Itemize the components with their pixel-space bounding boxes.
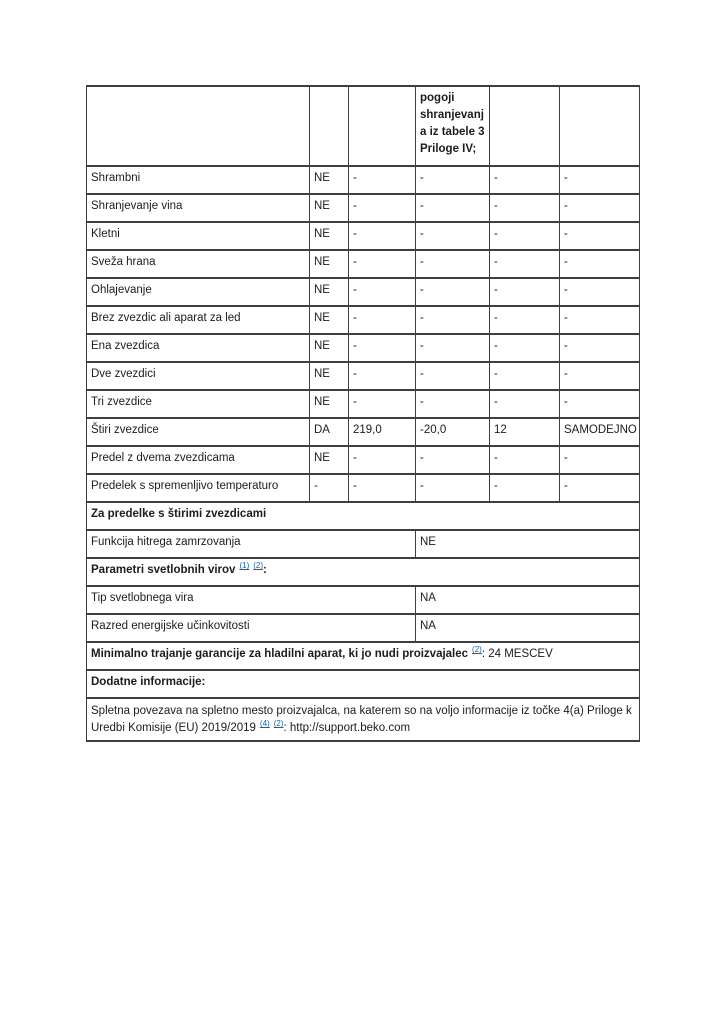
row-label: Dve zvezdici [87,362,310,390]
row-value: NE [310,278,349,306]
row-value: - [490,306,560,334]
additional-info-title: Dodatne informacije: [87,670,640,698]
row-value: - [490,334,560,362]
row-value: - [490,222,560,250]
section-row-four-star [87,502,640,530]
row-value: - [560,250,640,278]
row-label: Shrambni [87,166,310,194]
row-value: - [490,390,560,418]
warranty-cell [87,642,640,670]
row-value: - [349,222,416,250]
row-value: - [349,390,416,418]
section-title: Za predelke s štirimi zvezdicami [87,502,640,530]
row-value: NA [416,614,640,642]
header-cell-empty [310,86,349,166]
row-value: - [416,250,490,278]
row-value: NE [310,222,349,250]
section-title [87,558,640,586]
weblink-text: Spletna povezava na spletno mesto proizvajalca, na katerem so na voljo informacije iz točke 4(a) Priloge k Uredbi Komisije (EU) 2019/2019 [91,705,632,734]
row-value: - [349,166,416,194]
table-row-dve-zvezdici [87,362,640,390]
footnote-ref-4[interactable]: (4) [259,719,270,729]
row-label: Razred energijske učinkovitosti [87,614,416,642]
table-row-fast-freeze [87,530,640,558]
row-value: - [560,390,640,418]
row-value: NE [416,530,640,558]
table-row-predelek-spremenljivo [87,474,640,502]
row-label: Tip svetlobnega vira [87,586,416,614]
header-cell-empty [87,86,310,166]
row-label: Shranjevanje vina [87,194,310,222]
row-value: - [490,166,560,194]
table-row-shrambni [87,166,640,194]
table-row-ena-zvezdica [87,334,640,362]
row-value: - [416,390,490,418]
row-value: - [560,306,640,334]
weblink-url: : http://support.beko.com [283,722,411,734]
row-value: - [490,362,560,390]
table-row-ohlajevanje [87,278,640,306]
row-value: NE [310,306,349,334]
row-value: - [560,446,640,474]
row-label: Predel z dvema zvezdicama [87,446,310,474]
table-row-sveza-hrana [87,250,640,278]
row-value: - [349,306,416,334]
row-value: NE [310,390,349,418]
row-value: - [560,166,640,194]
footnote-ref-2[interactable]: (2) [472,645,482,655]
row-value: - [490,446,560,474]
row-value: 219,0 [349,418,416,446]
row-value: - [560,222,640,250]
row-value: NE [310,194,349,222]
warranty-value: : 24 MESCEV [481,648,553,660]
footnote-ref-1[interactable]: (1) [239,561,250,571]
table-row-predel-dvema-zvezdicama [87,446,640,474]
row-value: DA [310,418,349,446]
table-row-energy-class [87,614,640,642]
table-row-tri-zvezdice [87,390,640,418]
row-value: - [560,334,640,362]
row-value: -20,0 [416,418,490,446]
header-cell-empty [560,86,640,166]
row-value: NE [310,334,349,362]
row-value: - [560,474,640,502]
row-label: Predelek s spremenljivo temperaturo [87,474,310,502]
row-value: - [416,278,490,306]
row-value: - [490,194,560,222]
table-row-light-source-type [87,586,640,614]
row-value: - [349,194,416,222]
row-value: - [416,166,490,194]
row-label: Brez zvezdic ali aparat za led [87,306,310,334]
row-value: - [490,278,560,306]
footnote-ref-2[interactable]: (2) [253,561,264,571]
row-value: - [416,474,490,502]
row-value: - [416,222,490,250]
row-value: - [560,362,640,390]
product-fiche-table [86,85,640,742]
row-value: - [349,362,416,390]
row-value: NA [416,586,640,614]
row-label: Ena zvezdica [87,334,310,362]
footnote-ref-2[interactable]: (2) [273,719,284,729]
table-row-kletni [87,222,640,250]
table-row-additional-info [87,670,640,698]
table-row-brez-zvezdic [87,306,640,334]
light-params-suffix: : [263,564,267,576]
row-value: - [310,474,349,502]
row-label: Sveža hrana [87,250,310,278]
row-value: - [349,446,416,474]
table-row-warranty [87,642,640,670]
table-row-stiri-zvezdice [87,418,640,446]
row-value: - [560,194,640,222]
warranty-label: Minimalno trajanje garancije za hladilni aparat, ki jo nudi proizvajalec [91,648,469,660]
row-value: - [416,194,490,222]
row-value: NE [310,166,349,194]
row-value: NE [310,362,349,390]
row-label: Kletni [87,222,310,250]
section-row-light-params [87,558,640,586]
table-row-shranjevanje-vina [87,194,640,222]
row-label: Ohlajevanje [87,278,310,306]
row-value: - [349,334,416,362]
row-value: - [349,474,416,502]
header-cell-storage-conditions: pogoji shranjevanja iz tabele 3 Priloge IV; [416,86,490,166]
row-value: - [490,250,560,278]
row-value: NE [310,446,349,474]
row-label: Štiri zvezdice [87,418,310,446]
row-value: - [416,306,490,334]
row-value: - [416,334,490,362]
row-value: - [349,250,416,278]
row-value: - [490,474,560,502]
row-label: Tri zvezdice [87,390,310,418]
header-cell-empty [349,86,416,166]
row-value: - [560,278,640,306]
row-value: NE [310,250,349,278]
row-value: SAMODEJNO [560,418,640,446]
row-value: - [416,446,490,474]
row-label: Funkcija hitrega zamrzovanja [87,530,416,558]
table-row-weblink [87,698,640,741]
weblink-cell [87,698,640,741]
header-cell-empty [490,86,560,166]
row-value: - [349,278,416,306]
row-value: 12 [490,418,560,446]
light-params-title: Parametri svetlobnih virov [91,564,236,576]
row-value: - [416,362,490,390]
table-header-row [87,86,640,166]
